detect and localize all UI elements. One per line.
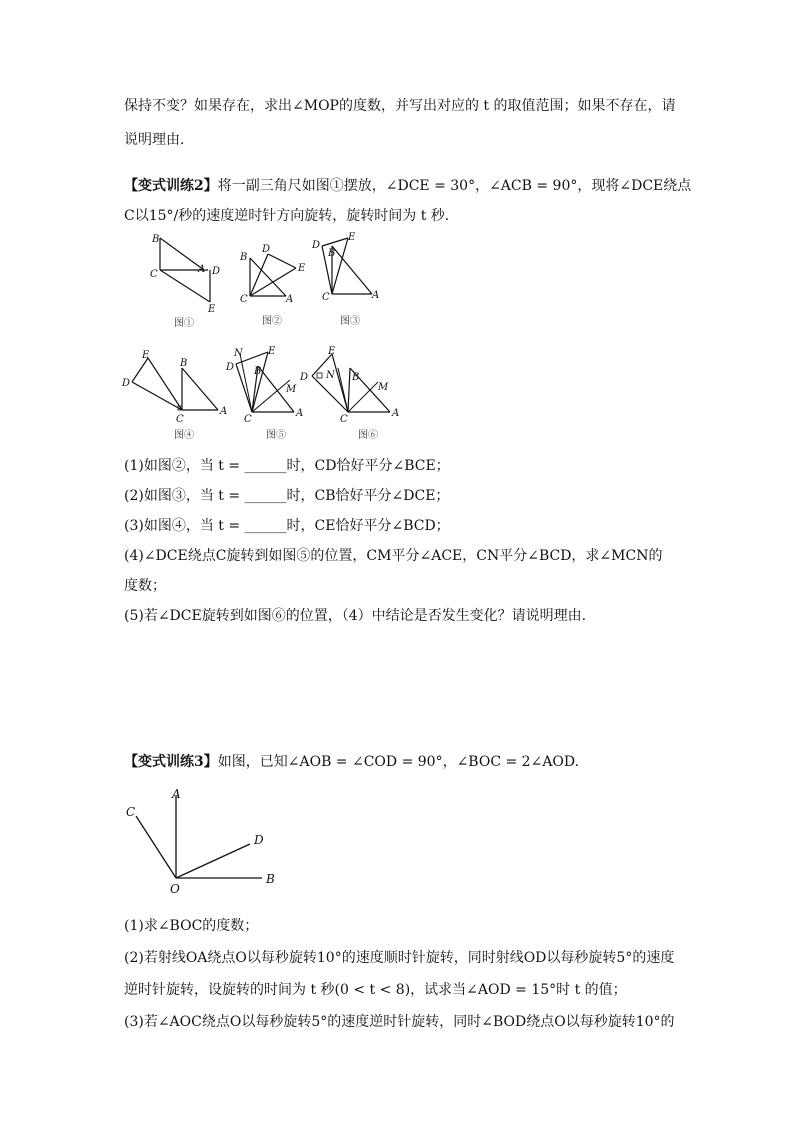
fig3-caption: 图③ [340, 316, 360, 327]
exercise-3-intro: 如图，已知∠AOB = ∠COD = 90°，∠BOC = 2∠AOD. [217, 754, 580, 770]
question-2-2: (2)如图③，当 t = ______时，CB恰好平分∠DCE； [124, 488, 450, 504]
fig4-label-a: A [220, 406, 228, 417]
fig3-label-e: E [348, 232, 356, 243]
question-3-2-cont: 逆时针旋转，设旋转的时间为 t 秒(0 < t < 8)，试求当∠AOD = 15°时 t 的值； [124, 982, 627, 998]
figure-4 [118, 346, 238, 446]
question-2-3: (3)如图④，当 t = ______时，CE恰好平分∠BCD； [124, 518, 450, 534]
question-3-2: (2)若射线OA绕点O以每秒旋转10°的速度顺时针旋转，同时射线OD以每秒旋转5°的速度 [124, 950, 675, 966]
fig6-caption: 图⑥ [358, 430, 378, 441]
fig5-label-c: C [244, 414, 252, 425]
fig2-label-a: A [286, 294, 294, 305]
fig3-label-a: A [372, 290, 380, 301]
fig6-label-m: M [378, 382, 389, 393]
text-line-1: 保持不变？如果存在，求出∠MOP的度数，并写出对应的 t 的取值范围；如果不存在，请 [124, 98, 676, 114]
fig7-label-a: A [172, 787, 181, 801]
figure-3 [310, 232, 390, 330]
exercise-3-paragraph [124, 752, 579, 772]
fig1-label-e: E [208, 304, 216, 315]
fig5-label-d: D [226, 362, 235, 373]
fig3-label-d: D [312, 240, 321, 251]
figure-2 [238, 240, 321, 330]
fig1-label-c: C [150, 269, 158, 280]
fig5-caption: 图⑤ [266, 430, 286, 441]
fig7-label-o: O [170, 882, 180, 896]
fig4-label-e: E [142, 350, 150, 361]
fig2-caption: 图② [262, 316, 282, 327]
question-2-1: (1)如图②，当 t = ______时，CD恰好平分∠BCE； [124, 458, 450, 474]
exercise-2-paragraph [124, 176, 691, 196]
fig2-label-c: C [240, 294, 248, 305]
text-line-2: 说明理由. [124, 132, 185, 148]
fig7-label-b: B [266, 872, 275, 886]
fig1-caption: 图① [174, 318, 194, 329]
fig7-label-c: C [126, 805, 136, 819]
figure-6 [298, 344, 408, 446]
fig6-label-e: E [328, 346, 336, 357]
figure-1 [148, 230, 228, 330]
fig4-caption: 图④ [174, 430, 194, 441]
fig6-label-b: B [352, 372, 360, 383]
question-2-4: (4)∠DCE绕点C旋转到如图⑤的位置，CM平分∠ACE，CN平分∠BCD，求∠MCN的 [124, 548, 663, 564]
fig5-label-m: M [286, 384, 297, 395]
fig1-label-b: B [152, 234, 160, 245]
fig5-label-n: N [234, 348, 243, 359]
question-2-5: (5)若∠DCE旋转到如图⑥的位置，（4）中结论是否发生变化？请说明理由. [124, 608, 587, 624]
figure-7 [120, 786, 290, 898]
question-3-3: (3)若∠AOC绕点O以每秒旋转5°的速度逆时针旋转，同时∠BOD绕点O以每秒旋转10°的 [124, 1014, 675, 1030]
fig3-label-b: B [328, 248, 336, 259]
fig5-label-b: B [254, 366, 262, 377]
exercise-3-tag: 【变式训练3】 [124, 754, 218, 770]
fig6-label-n: N [326, 370, 335, 381]
exercise-2-tag: 【变式训练2】 [124, 178, 218, 194]
fig6-label-d: D [300, 372, 309, 383]
fig6-label-a: A [392, 408, 400, 419]
fig4-label-b: B [180, 358, 188, 369]
fig5-label-a: A [296, 408, 304, 419]
fig1-label-d: D [212, 266, 221, 277]
exercise-2-intro: 将一副三角尺如图①摆放，∠DCE = 30°，∠ACB = 90°，现将∠DCE绕点 [217, 178, 692, 194]
question-2-4-cont: 度数； [124, 578, 166, 594]
fig3-label-c: C [322, 292, 330, 303]
question-3-1: (1)求∠BOC的度数； [124, 918, 259, 934]
fig1-label-a: A [198, 264, 206, 275]
fig4-label-c: C [176, 414, 184, 425]
exercise-2-line-2: C以15°/秒的速度逆时针方向旋转，旋转时间为 t 秒. [124, 208, 450, 224]
fig2-label-d: D [262, 244, 271, 255]
fig6-label-c: C [340, 414, 348, 425]
fig2-label-b: B [240, 252, 248, 263]
fig5-label-e: E [268, 346, 276, 357]
fig4-label-d: D [122, 378, 131, 389]
fig2-label-e: E [298, 263, 306, 274]
fig7-label-d: D [254, 833, 264, 847]
